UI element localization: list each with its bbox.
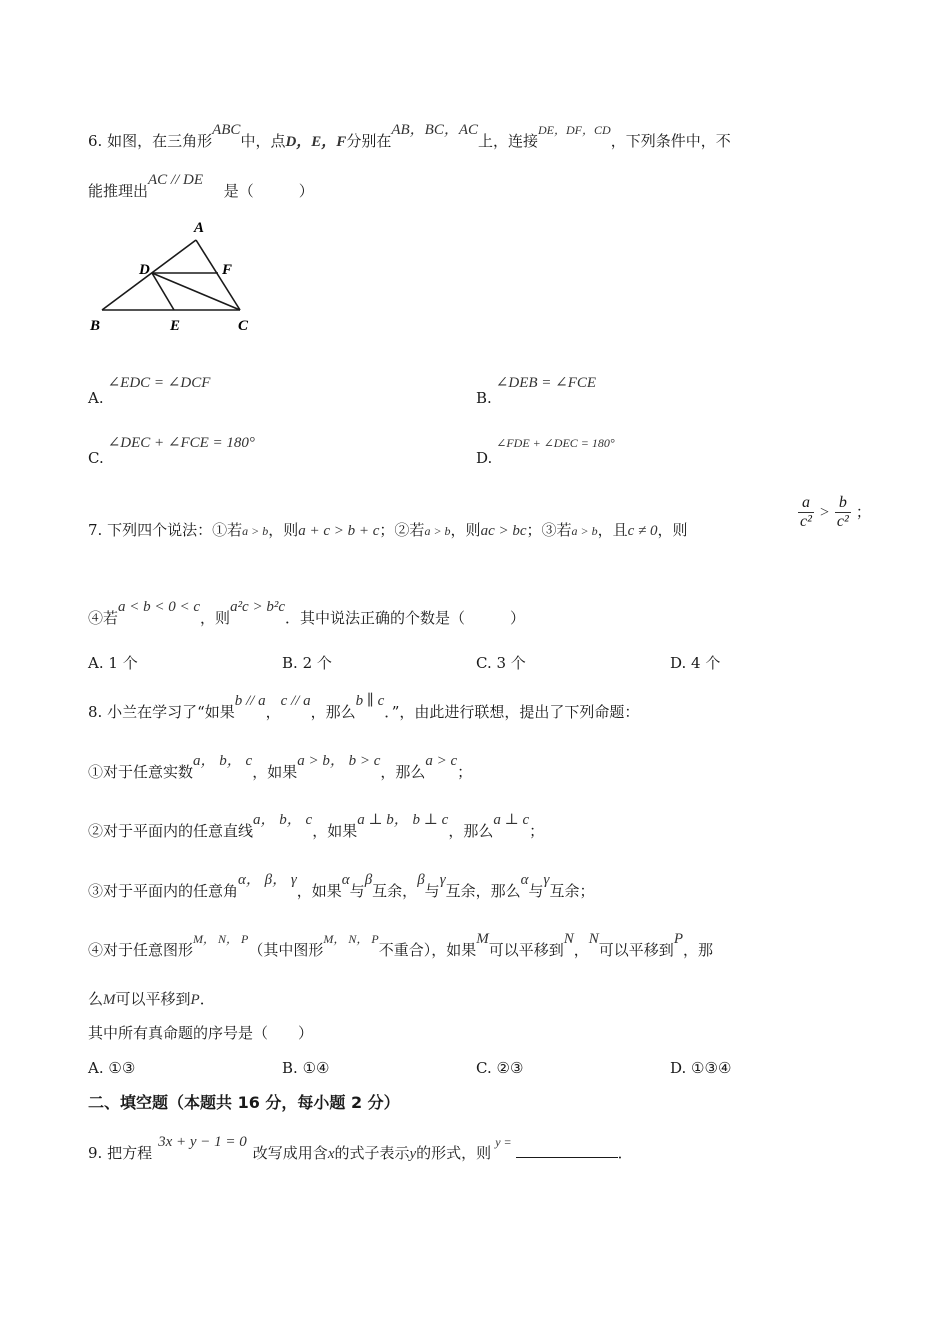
option-label: A. [88,1059,104,1077]
label-a: A [194,220,205,236]
option-label: D. [476,449,493,467]
q8-math: N [588,931,599,947]
q8-text: ； [529,822,545,840]
option-label: D. [670,1059,687,1077]
q7-option-a[interactable] [88,653,138,673]
q9-text: 的形式，则 [416,1144,492,1162]
answer-blank[interactable] [516,1143,618,1158]
q7-fraction-inequality [798,494,871,531]
q8-math: M [476,931,489,947]
q7-math: ac > bc [480,523,527,539]
q7-option-c[interactable] [476,653,526,673]
q8-math: M [103,992,116,1008]
q8-math: a ⊥ b， b ⊥ c [357,812,449,828]
q8-text: ①对于任意实数 [88,763,194,781]
section-heading: 二、填空题（本题共 16 分，每小题 2 分） [88,1093,400,1112]
option-text: ①④ [302,1059,330,1077]
q7-text: ④若 [88,609,119,627]
q7-text: ； [855,503,871,521]
q6-option-c[interactable] [88,435,255,469]
q6-number: 6. [88,132,103,150]
q7-text: ，则 [200,609,231,627]
segment-dc [152,273,240,310]
q6-line1 [88,122,731,152]
q7-math: a > b [242,524,269,538]
q8-line1 [88,693,640,723]
q8-math: α， β， γ [238,872,297,888]
q8-math: γ [439,872,446,888]
q8-option-c[interactable] [476,1058,523,1078]
q8-math: b // a [234,693,266,709]
q8-math: β [364,872,373,888]
option-label: B. [282,1059,298,1077]
option-label: D. [670,654,687,672]
q8-math: α [341,872,350,888]
q8-text: ， [573,941,589,959]
q7-text: ；③若 [526,521,572,539]
label-c: C [238,318,249,334]
edge-ac [196,240,240,310]
q8-text: ，如果 [312,822,358,840]
q9-number: 9. [88,1144,103,1162]
option-math: ∠DEC + ∠FCE = 180° [107,435,255,451]
q6-text: 是（ ） [223,182,314,200]
q8-text: ，那么 [448,822,494,840]
q8-text: ，那么 [380,763,426,781]
q8-text: 不重合），如果 [378,941,477,959]
q7-math: a > b [571,524,598,538]
q6-text: 如图，在三角形 [107,132,213,150]
q8-text: ，那 [682,941,713,959]
q7-text: ；②若 [379,521,425,539]
q8-text: ，如果 [296,882,342,900]
q9-text: 的式子表示 [334,1144,410,1162]
q8-text: 与 [349,882,365,900]
q6-math-conclusion: AC // DE [148,172,204,188]
q8-math: P [673,931,683,947]
q6-math-lines: DE，DF，CD [538,123,611,137]
label-d: D [139,262,150,278]
option-label: A. [88,654,104,672]
q8-option-b[interactable] [282,1058,329,1078]
option-text: 2 个 [302,654,332,672]
q8-text: 可以平移到 [598,941,674,959]
q8-text: 互余； [549,882,595,900]
q8-text: 互余，那么 [445,882,521,900]
q7-number: 7. [88,521,103,539]
frac-denominator: c² [836,513,849,530]
q8-text: ②对于平面内的任意直线 [88,822,254,840]
q8-math: γ [543,872,550,888]
q6-triangle-figure [84,214,264,339]
q8-text: ③对于平面内的任意角 [88,882,239,900]
q9-text: 改写成用含 [252,1144,328,1162]
q7-text: ，则 [268,521,299,539]
frac-denominator: c² [800,513,812,530]
option-text: ①③ [108,1059,136,1077]
option-text: 4 个 [691,654,721,672]
q7-line2 [88,599,526,629]
q8-math: a， b， c [253,812,313,828]
q6-line2 [88,172,314,202]
q8-text: ， [265,703,281,721]
q7-text: ，则 [657,521,688,539]
q8-math: a > c [425,753,458,769]
q8-text: 可以平移到 [488,941,564,959]
option-text: 3 个 [496,654,526,672]
q8-math: M， N， P [193,932,249,946]
q7-line1 [88,520,688,541]
q7-option-d[interactable] [670,653,720,673]
q7-text: ，且 [597,521,628,539]
q8-text: 与 [424,882,440,900]
q8-text: ，如果 [252,763,298,781]
gt-sign: > [819,504,830,521]
label-e: E [170,318,181,334]
q8-math: α [520,872,529,888]
q6-text: 中，点 [240,132,286,150]
q8-math: a ⊥ c [493,812,530,828]
q9-math: 3x + y − 1 = 0 [158,1134,247,1150]
label-f: F [222,262,233,278]
q8-math: N [563,931,574,947]
option-label: C. [88,449,104,467]
q7-math: a < b < 0 < c [118,599,201,615]
q8-math: b ∥ c [355,693,385,709]
option-label: C. [476,1059,492,1077]
q6-text: 上，连接 [478,132,539,150]
q8-math: c // a [280,693,311,709]
q7-option-b[interactable] [282,653,332,673]
q8-text: ． [199,990,215,1008]
option-label: C. [476,654,492,672]
q9-line [88,1134,633,1164]
q6-points: D，E，F [285,134,347,150]
q8-prop4 [88,931,713,961]
option-label: A. [88,389,104,407]
q8-option-a[interactable] [88,1058,135,1078]
label-b: B [90,318,101,334]
q8-text: （其中图形 [248,941,324,959]
q6-math-abc: ABC [212,122,241,138]
q7-math: a + c > b + c [298,523,380,539]
q8-text: 与 [528,882,544,900]
q8-math: β [417,872,425,888]
q6-text: ，下列条件中，不 [610,132,731,150]
q8-prop3 [88,872,595,902]
q8-text: ④对于任意图形 [88,941,194,959]
q8-option-d[interactable] [670,1058,731,1078]
q6-option-a[interactable] [88,375,211,409]
q8-math: P [190,992,200,1008]
q7-math: a²c > b²c [230,599,285,615]
q7-math: c ≠ 0 [627,523,658,539]
q8-text: 小兰在学习了“如果 [107,703,235,721]
q8-math: M， N， P [323,932,379,946]
q8-text: 么 [88,990,104,1008]
q8-text: ； [457,763,473,781]
q7-text: ，则 [450,521,481,539]
option-label: B. [282,654,298,672]
option-math: ∠DEB = ∠FCE [495,375,597,391]
option-math: ∠FDE + ∠DEC = 180° [496,436,615,450]
q6-text: 分别在 [346,132,392,150]
q9-math: y = [495,1135,512,1149]
option-text: ①③④ [691,1059,732,1077]
q7-math: a > b [424,524,451,538]
q9-text: 把方程 [107,1144,153,1162]
q8-text: ．”，由此进行联想，提出了下列命题： [384,703,640,721]
q8-number: 8. [88,703,103,721]
segment-de [152,273,174,310]
q8-ask: 其中所有真命题的序号是（ ） [88,1024,314,1042]
q8-text: 可以平移到 [115,990,191,1008]
q8-text: 互余， [372,882,418,900]
q7-text: 下列四个说法：①若 [107,521,243,539]
q6-option-b[interactable] [476,375,597,409]
q6-text: 能推理出 [88,182,149,200]
option-text: ②③ [496,1059,524,1077]
q8-text: ，那么 [310,703,356,721]
q9-text: ． [617,1144,633,1162]
q8-math: a > b， b > c [297,753,381,769]
q9-math: y [409,1146,417,1162]
option-math: ∠EDC = ∠DCF [107,375,211,391]
frac-numerator: b [835,494,851,513]
frac-numerator: a [798,494,814,513]
q8-prop2 [88,812,545,842]
q9-math: x [327,1146,335,1162]
q8-prop4-cont [88,989,215,1010]
q7-text: ．其中说法正确的个数是（ ） [285,609,526,627]
q8-prop1 [88,753,473,783]
q8-math: a， b， c [193,753,253,769]
q6-math-sides: AB，BC，AC [391,122,478,138]
option-text: 1 个 [108,654,138,672]
option-label: B. [476,389,492,407]
